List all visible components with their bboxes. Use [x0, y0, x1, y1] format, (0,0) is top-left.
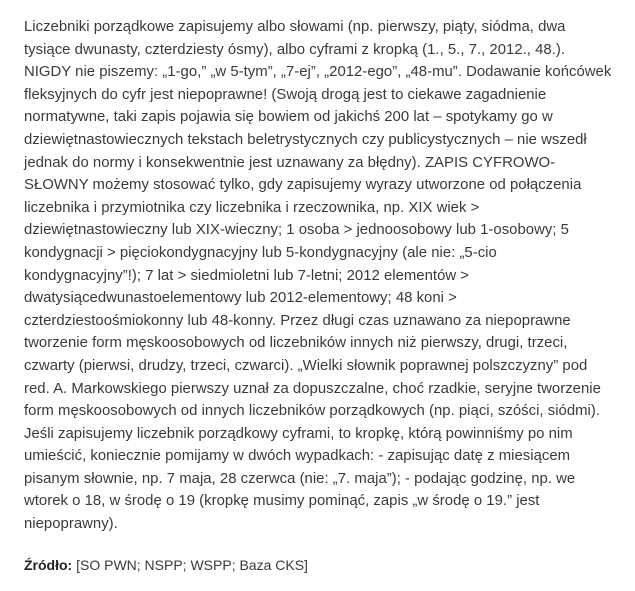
source-line	[24, 555, 308, 575]
article-paragraph: Liczebniki porządkowe zapisujemy albo słowami (np. pierwszy, piąty, siódma, dwa tysiące dwunasty, czterdziesty ósmy), albo cyframi z kropką (1., 5., 7., 2012., 48.). NIGDY nie piszemy: „1-go,” „w 5-tym”, „7-ej”, „2012-ego”, „48-mu”. Dodawanie końcówek fleksyjnych do cyfr jest niepoprawne! (Swoją drogą jest to ciekawe zagadnienie normatywne, taki zapis pojawia się bowiem od jakichś 200 lat – spotykamy go w dziewiętnastowiecznych tekstach beletrystycznych czy publicystycznych – nie wszedł jednak do normy i konsekwentnie jest uznawany za błędny). ZAPIS CYFROWO-SŁOWNY możemy stosować tylko, gdy zapisujemy wyrazy utworzone od połączenia liczebnika i przymiotnika czy liczebnika i rzeczownika, np. XIX wiek > dziewiętnastowieczny lub XIX-wieczny; 1 osoba > jednoosobowy lub 1-osobowy; 5 kondygnacji > pięciokondygnacyjny lub 5-kondygnacyjny (ale nie: „5-cio kondygnacyjny”!); 7 lat > siedmioletni lub 7-letni; 2012 elementów > dwatysiącedwunastoelementowy lub 2012-elementowy; 48 koni > czterdziestoośmiokonny lub 48-konny. Przez długi czas uznawano za niepoprawne tworzenie form męskoosobowych od liczebników innych niż pierwszy, drugi, trzeci, czwarty (pierwsi, drudzy, trzeci, czwarci). „Wielki słownik poprawnej polszczyzny” pod red. A. Markowskiego pierwszy uznał za dopuszczalne, choć rzadkie, seryjne tworzenie form męskoosobowych od innych liczebników porządkowych (np. piąci, szóści, siódmi). Jeśli zapisujemy liczebnik porządkowy cyframi, to kropkę, którą powinniśmy po nim umieścić, koniecznie pomijamy w dwóch wypadkach: - zapisując datę z miesiącem pisanym słownie, np. 7 maja, 28 czerwca (nie: „7. maja”); - podając godzinę, np. we wtorek o 18, w środę o 19 (kropkę musimy pominąć, zapis „w środę o 19.” jest niepoprawny).	[24, 19, 612, 533]
source-label: Źródło:	[24, 557, 73, 573]
source-value: [SO PWN; NSPP; WSPP; Baza CKS]	[76, 557, 308, 573]
